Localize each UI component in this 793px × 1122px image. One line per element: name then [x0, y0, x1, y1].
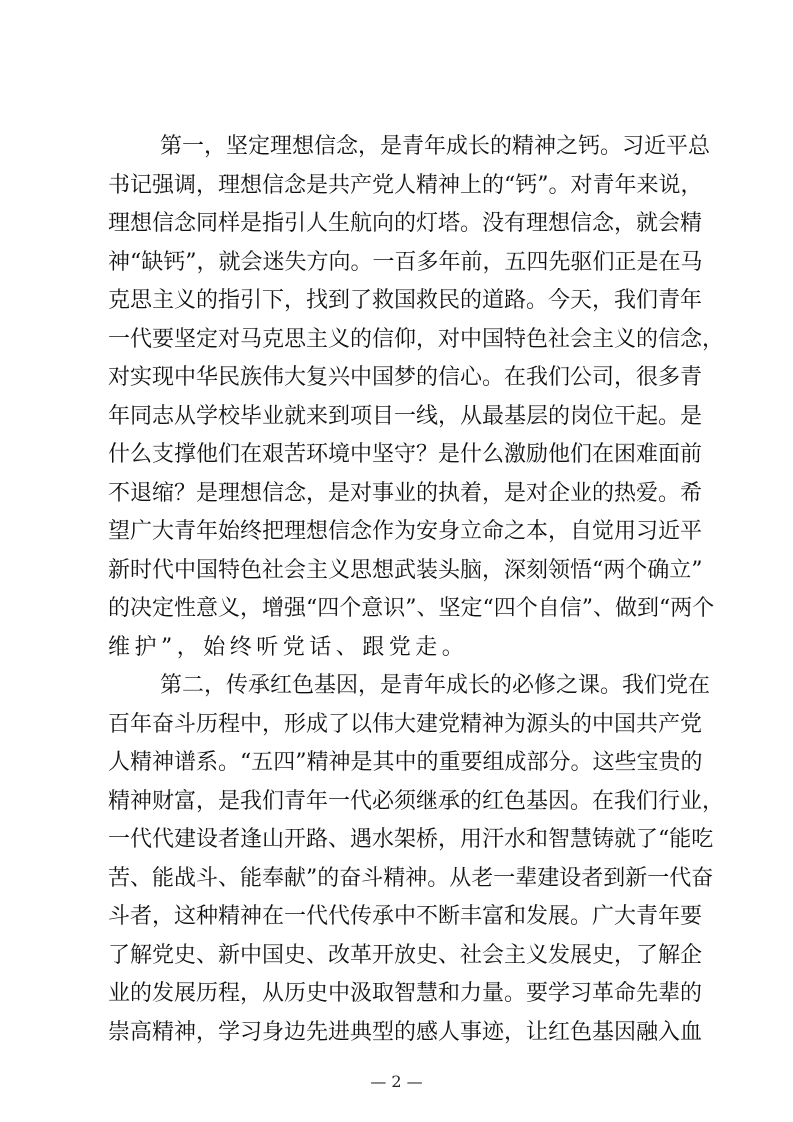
text-line: 书记强调，理想信念是共产党人精神上的“钙”。对青年来说，: [108, 172, 703, 198]
text-line: 不退缩？是理想信念，是对事业的执着，是对企业的热爱。希: [108, 480, 703, 506]
text-line: 年同志从学校毕业就来到项目一线，从最基层的岗位干起。是: [108, 403, 703, 429]
text-line: 新时代中国特色社会主义思想武装头脑，深刻领悟“两个确立”: [108, 557, 703, 583]
text-line: 精神财富，是我们青年一代必须继承的红色基因。在我们行业，: [108, 788, 725, 814]
text-line: 的决定性意义，增强“四个意识”、坚定“四个自信”、做到“两个: [108, 596, 715, 621]
text-line: 克思主义的指引下，找到了救国救民的道路。今天，我们青年: [108, 288, 703, 313]
text-line: 理想信念同样是指引人生航向的灯塔。没有理想信念，就会精: [108, 211, 703, 236]
document-body: [108, 128, 725, 1052]
text-line: 人精神谱系。“五四”精神是其中的重要组成部分。这些宝贵的: [108, 750, 703, 775]
paragraph: [108, 667, 725, 1052]
text-line: 什么支撑他们在艰苦环境中坚守？是什么激励他们在困难面前: [108, 442, 703, 467]
text-line: 了解党史、新中国史、改革开放史、社会主义发展史，了解企: [108, 942, 703, 968]
text-line: 第二，传承红色基因，是青年成长的必修之课。我们党在: [160, 673, 711, 698]
text-line: 一代要坚定对马克思主义的信仰，对中国特色社会主义的信念，: [108, 326, 725, 352]
text-line: 对实现中华民族伟大复兴中国梦的信心。在我们公司，很多青: [108, 365, 703, 390]
text-line: 斗者，这种精神在一代代传承中不断丰富和发展。广大青年要: [108, 904, 703, 929]
text-line: 第一，坚定理想信念，是青年成长的精神之钙。习近平总: [160, 134, 711, 159]
text-line: 苦、能战斗、能奉献”的奋斗精神。从老一辈建设者到新一代奋: [108, 865, 714, 891]
page-number: — 2 —: [370, 1072, 423, 1091]
text-line: 维护”，始终听党话、跟党走。: [108, 634, 469, 660]
text-line: 神“缺钙”，就会迷失方向。一百多年前，五四先驱们正是在马: [108, 249, 703, 275]
text-line: 望广大青年始终把理想信念作为安身立命之本，自觉用习近平: [108, 519, 703, 544]
text-line: 崇高精神，学习身边先进典型的感人事迹，让红色基因融入血: [108, 1019, 703, 1045]
text-line: 业的发展历程，从历史中汲取智慧和力量。要学习革命先辈的: [108, 981, 703, 1006]
text-line: 一代代建设者逢山开路、遇水架桥，用汗水和智慧铸就了“能吃: [108, 827, 714, 852]
paragraph: [108, 128, 725, 667]
text-line: 百年奋斗历程中，形成了以伟大建党精神为源头的中国共产党: [108, 711, 703, 737]
